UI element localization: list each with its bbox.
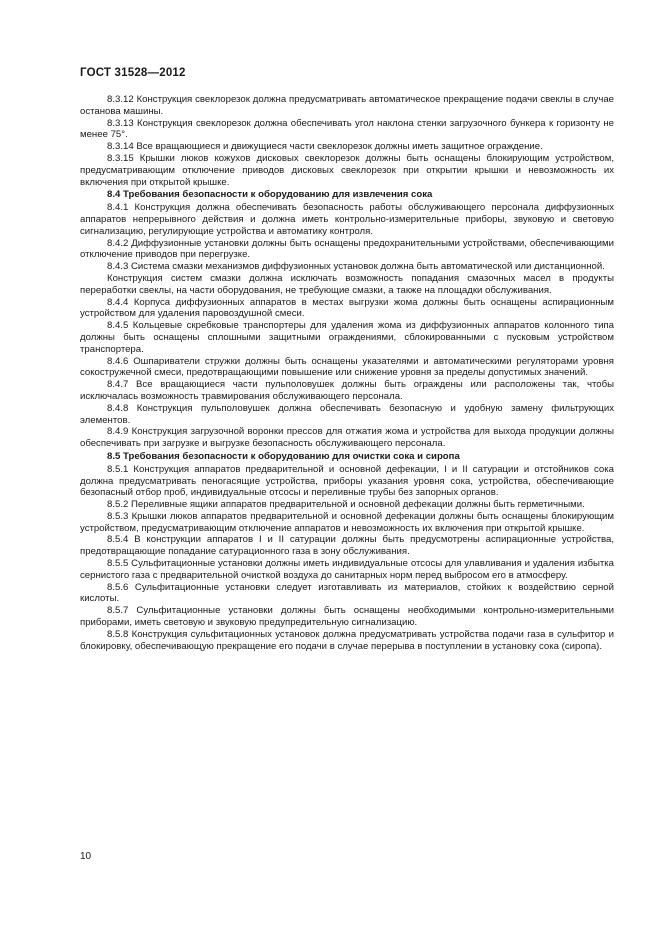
clause-8-4-3: 8.4.3 Система смазки механизмов диффузионных установок должна быть автоматической или дистанционной. <box>107 261 605 273</box>
section-heading-8-5: 8.5 Требования безопасности к оборудованию для очистки сока и сиропа <box>107 450 460 462</box>
clause-8-5-3: 8.5.3 Крышки люков аппаратов предварительной и основной дефекации должны быть оснащены блокирующим устройством, предусматривающим отключение аппаратов и невозможность их включения при открытой крышке. <box>80 510 614 534</box>
clause-8-4-8: 8.4.8 Конструкция пульполовушек должна обеспечивать безопасную и удобную замену фильтрующих элементов. <box>80 402 614 426</box>
clause-8-4-2: 8.4.2 Диффузионные установки должны быть оснащены предохранительными устройствами, обеспечивающими отключение приводов при перегрузке. <box>80 237 614 261</box>
page-number: 10 <box>80 851 92 862</box>
document-body <box>80 94 614 652</box>
section-heading-8-4: 8.4 Требования безопасности к оборудованию для извлечения сока <box>107 189 433 201</box>
clause-8-5-8: 8.5.8 Конструкция сульфитационных установок должна предусматривать устройства подачи газа в сульфитор и блокировку, обеспечивающую прекращение его подачи в случае перерыва в поступлении в установку сока (сиропа). <box>80 628 614 652</box>
clause-8-5-1: 8.5.1 Конструкция аппаратов предварительной и основной дефекации, I и II сатурации и отстойников сока должна предусматривать пеногасящие устройства, приборы указания уровня сока, устройства, обеспечивающие безопасный отбор проб, индивидуальные отсосы и переливные трубы без запорных органов. <box>80 463 614 499</box>
clause-8-4-7: 8.4.7 Все вращающиеся части пульполовушек должны быть ограждены или расположены так, чтобы исключалась возможность травмирования обслуживающего персонала. <box>80 379 614 402</box>
clause-8-4-4: 8.4.4 Корпуса диффузионных аппаратов в местах выгрузки жома должны быть оснащены аспирационным устройством для удаления паровоздушной смеси. <box>80 296 614 320</box>
clause-8-5-6: 8.5.6 Сульфитационные установки следует изготавливать из материалов, стойких к воздействию серной кислоты. <box>80 581 614 605</box>
clause-8-4-6: 8.4.6 Ошпариватели стружки должны быть оснащены указателями и автоматическими регуляторами уровня сокостружечной смеси, предотвращающими повышение или снижение уровня за пределы допустимых значений. <box>80 355 614 379</box>
clause-8-3-13: 8.3.13 Конструкция свеклорезок должна обеспечивать угол наклона стенки загрузочного бункера к горизонту не менее 75°. <box>80 117 614 141</box>
clause-8-3-15: 8.3.15 Крышки люков кожухов дисковых свеклорезок должны быть оснащены блокирующим устройством, предусматривающим отключение приводов дисковых свеклорезок при открытии крышки и невозможность их включения при открытой крышке. <box>80 152 614 188</box>
clause-8-5-2: 8.5.2 Переливные ящики аппаратов предварительной и основной дефекации должны быть герметичными. <box>107 499 585 511</box>
clause-8-4-1: 8.4.1 Конструкция должна обеспечивать безопасность работы обслуживающего персонала диффузионных аппаратов непрерывного действия и должна иметь контрольно-измерительные приборы, звуковую и световую сигнализацию, регулирующие устройства и автоматику контроля. <box>80 202 614 237</box>
clause-8-5-5: 8.5.5 Сульфитационные установки должны иметь индивидуальные отсосы для улавливания и удаления избытка сернистого газа с предварительной очисткой воздуха до санитарных норм перед выбросом его в атмосферу. <box>80 558 614 581</box>
clause-8-4-9: 8.4.9 Конструкция загрузочной воронки прессов для отжатия жома и устройства для выхода продукции должны обеспечивать при загрузке и выгрузке безопасность обслуживающего персонала. <box>80 426 614 450</box>
clause-8-4-5: 8.4.5 Кольцевые скребковые транспортеры для удаления жома из диффузионных аппаратов колонного типа должны быть оснащены сплошными защитными ограждениями, сблокированными с пусковым устройством транспортера. <box>80 320 614 355</box>
clause-8-3-14: 8.3.14 Все вращающиеся и движущиеся части свеклорезок должны иметь защитное ограждение. <box>107 141 543 153</box>
clause-8-5-7: 8.5.7 Сульфитационные установки должны быть оснащены необходимыми контрольно-измерительными приборами, иметь световую и звуковую предупредительную сигнализацию. <box>80 605 614 629</box>
clause-8-5-4: 8.5.4 В конструкции аппаратов I и II сатурации должны быть предусмотрены аспирационные устройства, предотвращающие попадание сатурационного газа в зону обслуживания. <box>80 534 614 558</box>
clause-8-3-12: 8.3.12 Конструкция свеклорезок должна предусматривать автоматическое прекращение подачи свеклы в случае останова машины. <box>80 94 614 117</box>
document-header: ГОСТ 31528—2012 <box>80 67 186 79</box>
clause-8-4-3-continuation: Конструкция систем смазки должна исключать возможность попадания смазочных масел в продукты переработки свеклы, на части оборудования, не требующие смазки, а также на площадки обслуживания. <box>80 272 614 296</box>
